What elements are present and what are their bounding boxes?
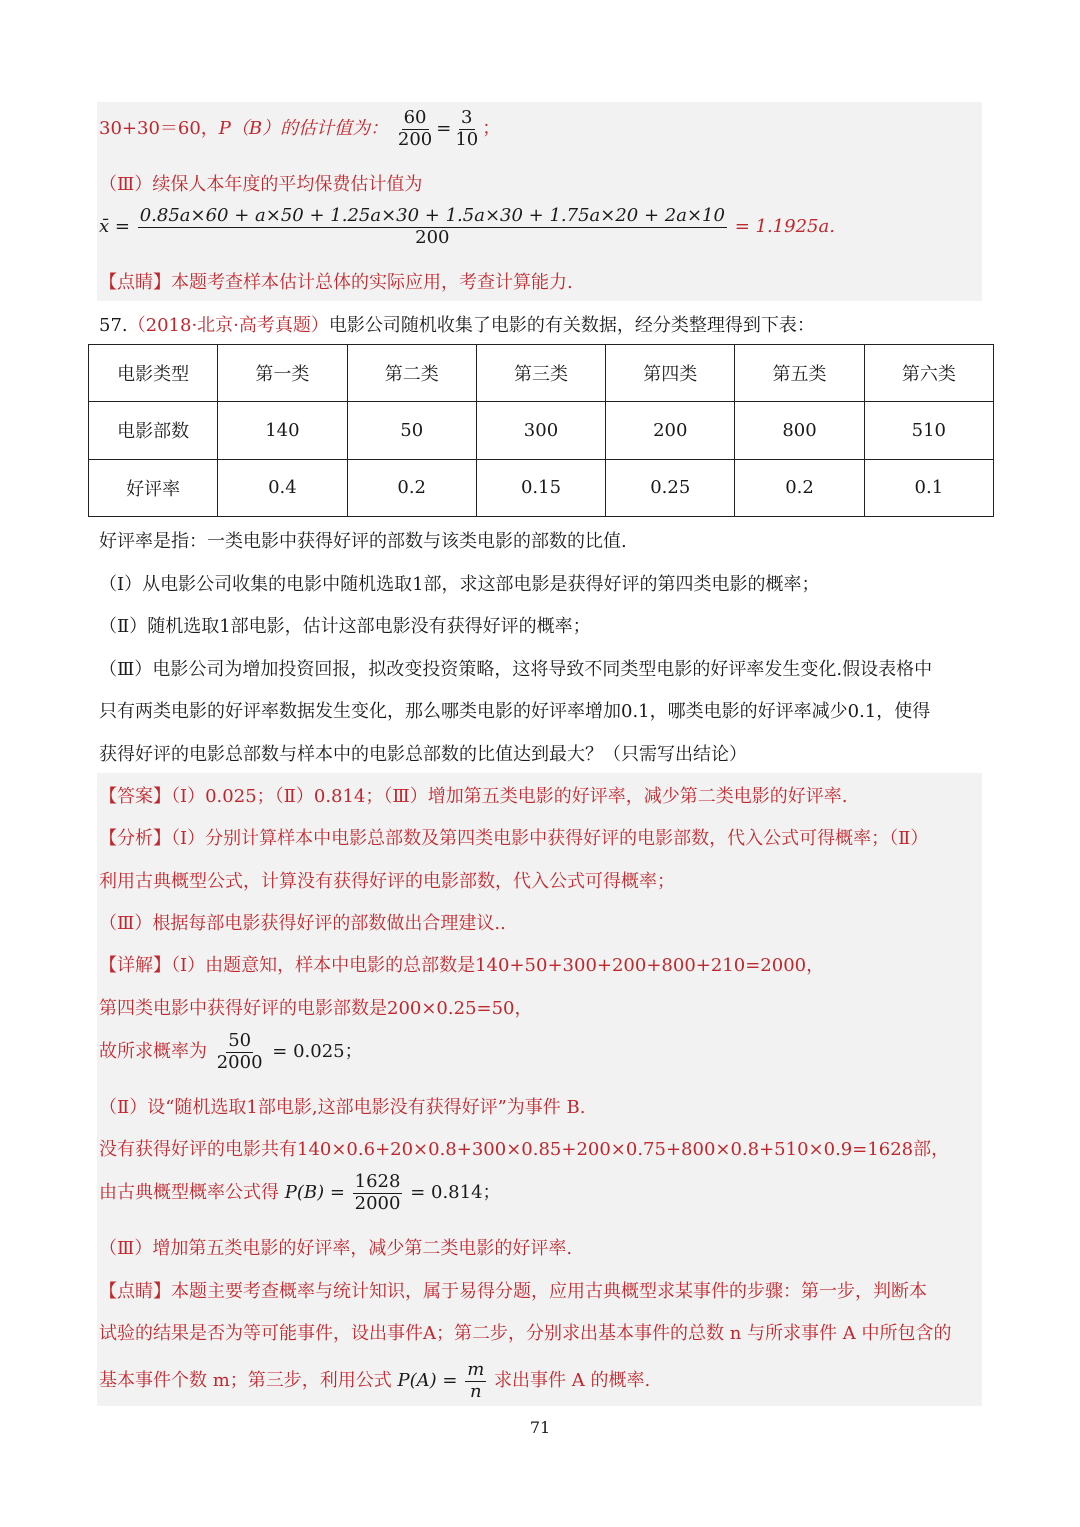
fraction-3-10: $\frac{3}{10}$ — [455, 107, 479, 150]
question-part-1: （Ⅰ）从电影公司收集的电影中随机选取1部，求这部电影是获得好评的第四类电影的概率； — [99, 574, 820, 595]
table-row: 电影类型 第一类 第二类 第三类 第四类 第五类 第六类 — [89, 345, 994, 402]
answer-line: 【答案】（Ⅰ）0.025；（Ⅱ）0.814；（Ⅲ）增加第五类电影的好评率，减少第二类电影的好评率. — [99, 786, 848, 807]
detail-line-2: 第四类电影中获得好评的电影部数是200×0.25=50， — [99, 998, 533, 1019]
comment-tag: 【点睛】 — [99, 1281, 171, 1302]
comment-line-2: 试验的结果是否为等可能事件，设出事件A；第二步，分别求出基本事件的总数 n 与所求事件 A 中所包含的 — [99, 1323, 952, 1344]
question-part-2: （Ⅱ）随机选取1部电影，估计这部电影没有获得好评的概率； — [99, 616, 591, 637]
question-part-3-line-1: （Ⅲ）电影公司为增加投资回报，拟改变投资策略，这将导致不同类型电影的好评率发生变化.假设表格中 — [99, 659, 933, 680]
detail-line-5: 没有获得好评的电影共有140×0.6+20×0.8+300×0.85+200×0.75+800×0.8+510×0.9=1628部， — [99, 1139, 950, 1160]
answer-tag: 【答案】 — [99, 786, 171, 807]
question-part-3-line-3: 获得好评的电影总部数与样本中的电影总部数的比值达到最大？（只需写出结论） — [99, 744, 747, 765]
prev-mean-formula: x̄ = $\frac{0.85a\times 60 + a\times 50 + 1.25a\times 30 + 1.5a\times 30 + 1.75a\times 20 + 2a\times 10}{200}$ = 1.1925a. — [99, 205, 835, 248]
analysis-line-3: （Ⅲ）根据每部电影获得好评的部数做出合理建议.. — [99, 913, 506, 934]
page-number: 71 — [529, 1418, 551, 1437]
analysis-tag: 【分析】 — [99, 828, 171, 849]
table-row: 电影部数 140 50 300 200 800 510 — [89, 402, 994, 459]
comment-line-1: 【点睛】本题主要考查概率与统计知识，属于易得分题，应用古典概型求某事件的步骤：第一步，判断本 — [99, 1281, 927, 1302]
prev-line-2: （Ⅲ）续保人本年度的平均保费估计值为 — [99, 174, 423, 195]
detail-line-6: 由古典概型概率公式得 P(B) = $\frac{1628}{2000}$ = 0.814； — [99, 1171, 501, 1214]
detail-line-7: （Ⅲ）增加第五类电影的好评率，减少第二类电影的好评率. — [99, 1238, 573, 1259]
fraction-60-200: $\frac{60}{200}$ — [397, 107, 433, 150]
table-row: 好评率 0.4 0.2 0.15 0.25 0.2 0.1 — [89, 459, 994, 516]
comment-line-3: 基本事件个数 m；第三步，利用公式 P(A) = $\frac{m}{n}$ 求出事件 A 的概率. — [99, 1359, 651, 1402]
prev-line-1: 30+30＝60，P（B）的估计值为： $\frac{60}{200}$ = $\frac{3}{10}$ ； — [99, 107, 501, 150]
question-part-3-line-2: 只有两类电影的好评率数据发生变化，那么哪类电影的好评率增加0.1，哪类电影的好评率减少0.1，使得 — [99, 701, 931, 722]
detail-line-3: 故所求概率为 $\frac{50}{2000}$ = 0.025； — [99, 1030, 363, 1073]
prev-comment: 【点睛】本题考查样本估计总体的实际应用，考查计算能力. — [99, 272, 573, 293]
detail-line-1: 【详解】（Ⅰ）由题意知，样本中电影的总部数是140+50+300+200+800+210=2000， — [99, 955, 825, 976]
question-heading: 57.（2018·北京·高考真题）电影公司随机收集了电影的有关数据，经分类整理得到下表： — [99, 315, 815, 336]
analysis-line-2: 利用古典概型公式，计算没有获得好评的电影部数，代入公式可得概率； — [99, 871, 675, 892]
definition-text: 好评率是指：一类电影中获得好评的部数与该类电影的部数的比值. — [99, 531, 627, 552]
detail-line-4: （Ⅱ）设“随机选取1部电影,这部电影没有获得好评”为事件 B. — [99, 1097, 586, 1118]
movie-data-table — [88, 344, 994, 517]
analysis-line-1: 【分析】（Ⅰ）分别计算样本中电影总部数及第四类电影中获得好评的电影部数，代入公式可得概率；（Ⅱ） — [99, 828, 929, 849]
detail-tag: 【详解】 — [99, 955, 171, 976]
